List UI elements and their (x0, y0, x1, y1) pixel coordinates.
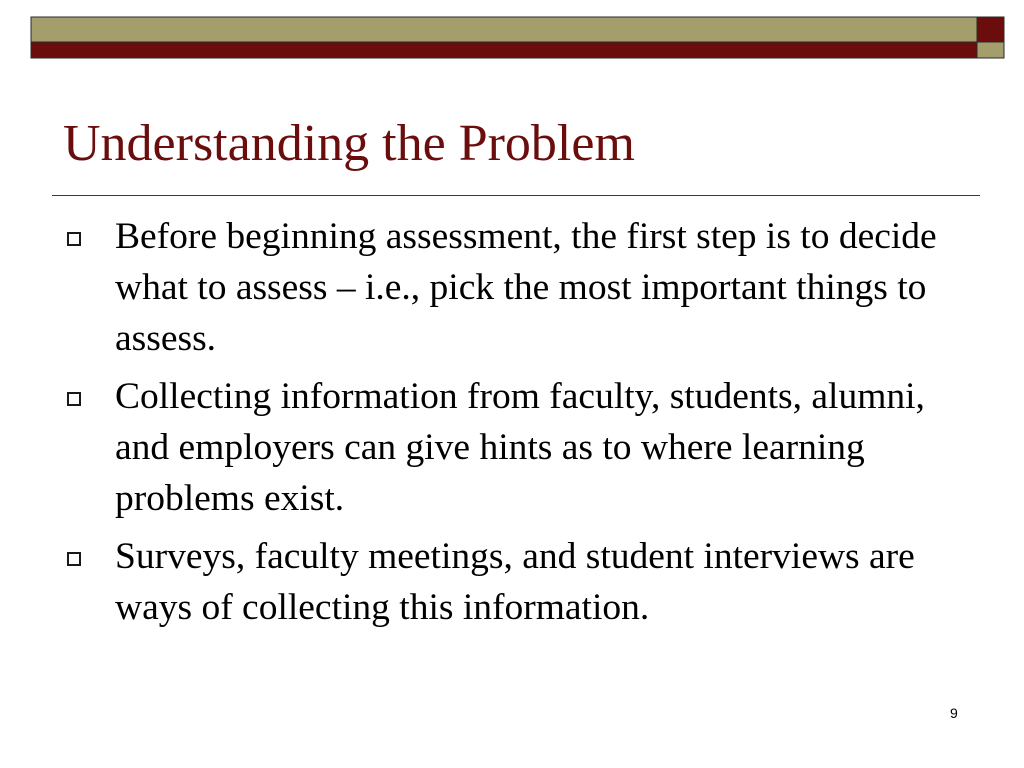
hollow-square-bullet-icon (67, 552, 81, 566)
title-divider (52, 195, 980, 196)
slide-title: Understanding the Problem (63, 115, 635, 172)
banner-maroon-bar (31, 42, 977, 58)
banner-maroon-square (977, 17, 1004, 42)
page-number: 9 (950, 705, 958, 721)
bullet-text: Before beginning assessment, the first step is to decide what to assess – i.e., pick the most important things to assess. (115, 216, 937, 359)
bullet-text: Collecting information from faculty, students, alumni, and employers can give hints as to where learning problems exist. (115, 376, 925, 519)
bullet-item (65, 531, 965, 633)
hollow-square-bullet-icon (67, 232, 81, 246)
bullet-item (65, 371, 965, 524)
bullet-item (65, 211, 965, 364)
bullet-text: Surveys, faculty meetings, and student interviews are ways of collecting this information. (115, 536, 915, 628)
banner-olive-square (977, 42, 1004, 58)
hollow-square-bullet-icon (67, 392, 81, 406)
decorative-header-banner (0, 0, 1024, 60)
bullet-list (65, 211, 965, 640)
banner-olive-bar (31, 17, 977, 42)
